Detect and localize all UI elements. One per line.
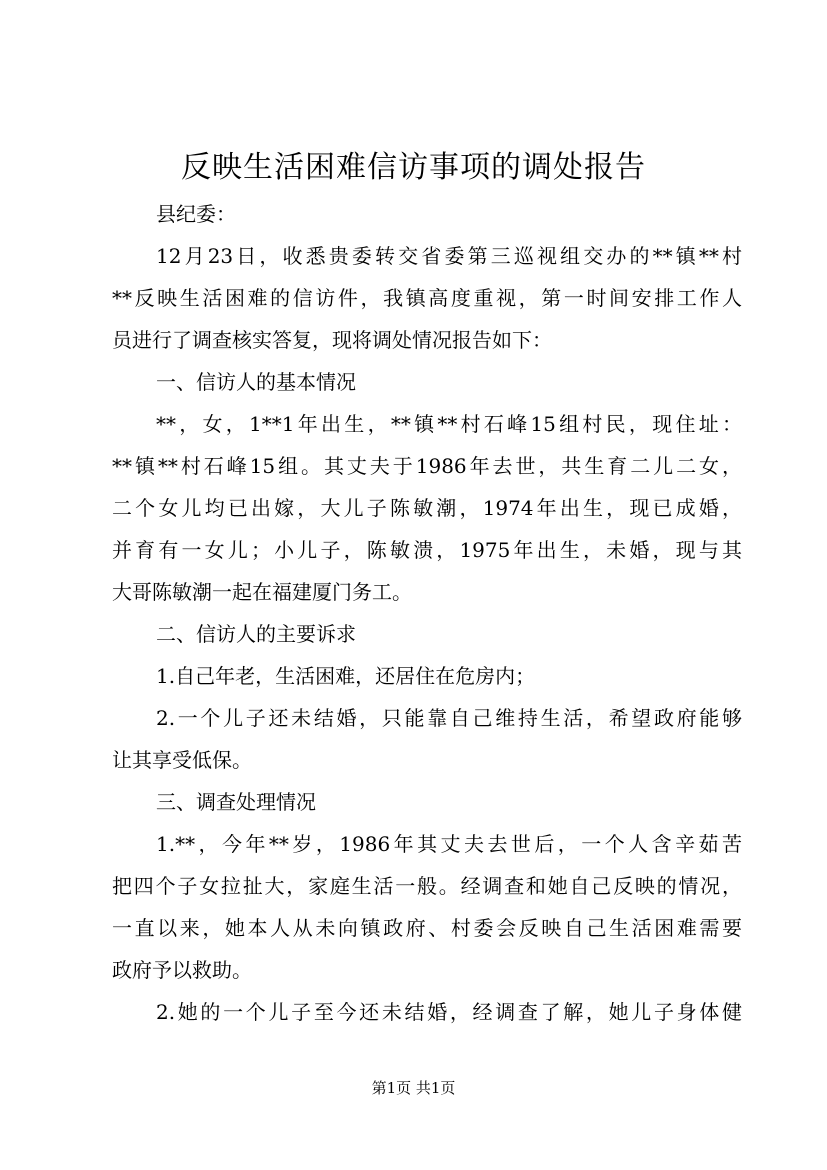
body-line: 员进行了调查核实答复，现将调处情况报告如下： — [112, 328, 552, 352]
body-line: **，女，1**1年出生，**镇**村石峰15组村民，现住址： — [156, 412, 742, 436]
list-item: 1.自己年老，生活困难，还居住在危房内； — [156, 664, 536, 688]
body-line: 12月23日，收悉贵委转交省委第三巡视组交办的**镇**村 — [156, 244, 742, 268]
document-title: 反映生活困难信访事项的调处报告 — [181, 150, 646, 185]
body-line: 一直以来，她本人从未向镇政府、村委会反映自己生活困难需要 — [112, 916, 742, 940]
body-line: 大哥陈敏潮一起在福建厦门务工。 — [112, 580, 412, 604]
section-heading: 三、调查处理情况 — [156, 790, 316, 814]
body-line: 并育有一女儿；小儿子，陈敏溃，1975年出生，未婚，现与其 — [112, 538, 742, 562]
list-item: 2.一个儿子还未结婚，只能靠自己维持生活，希望政府能够 — [156, 706, 742, 730]
body-line: 把四个子女拉扯大，家庭生活一般。经调查和她自己反映的情况， — [112, 874, 742, 898]
list-item: 1.**，今年**岁，1986年其丈夫去世后，一个人含辛茹苦 — [156, 832, 742, 856]
list-item: 2.她的一个儿子至今还未结婚，经调查了解，她儿子身体健 — [156, 1000, 742, 1024]
body-line: **镇**村石峰15组。其丈夫于1986年去世，共生育二儿二女， — [112, 454, 742, 478]
body-line: **反映生活困难的信访件，我镇高度重视，第一时间安排工作人 — [112, 286, 742, 310]
section-heading: 二、信访人的主要诉求 — [156, 622, 356, 646]
body-line: 二个女儿均已出嫁，大儿子陈敏潮，1974年出生，现已成婚， — [112, 496, 742, 520]
body-line: 让其享受低保。 — [112, 748, 252, 772]
salutation-line: 县纪委： — [156, 202, 236, 226]
body-line: 政府予以救助。 — [112, 958, 252, 982]
page-footer: 第1页 共1页 — [371, 1079, 456, 1097]
section-heading: 一、信访人的基本情况 — [156, 370, 356, 394]
